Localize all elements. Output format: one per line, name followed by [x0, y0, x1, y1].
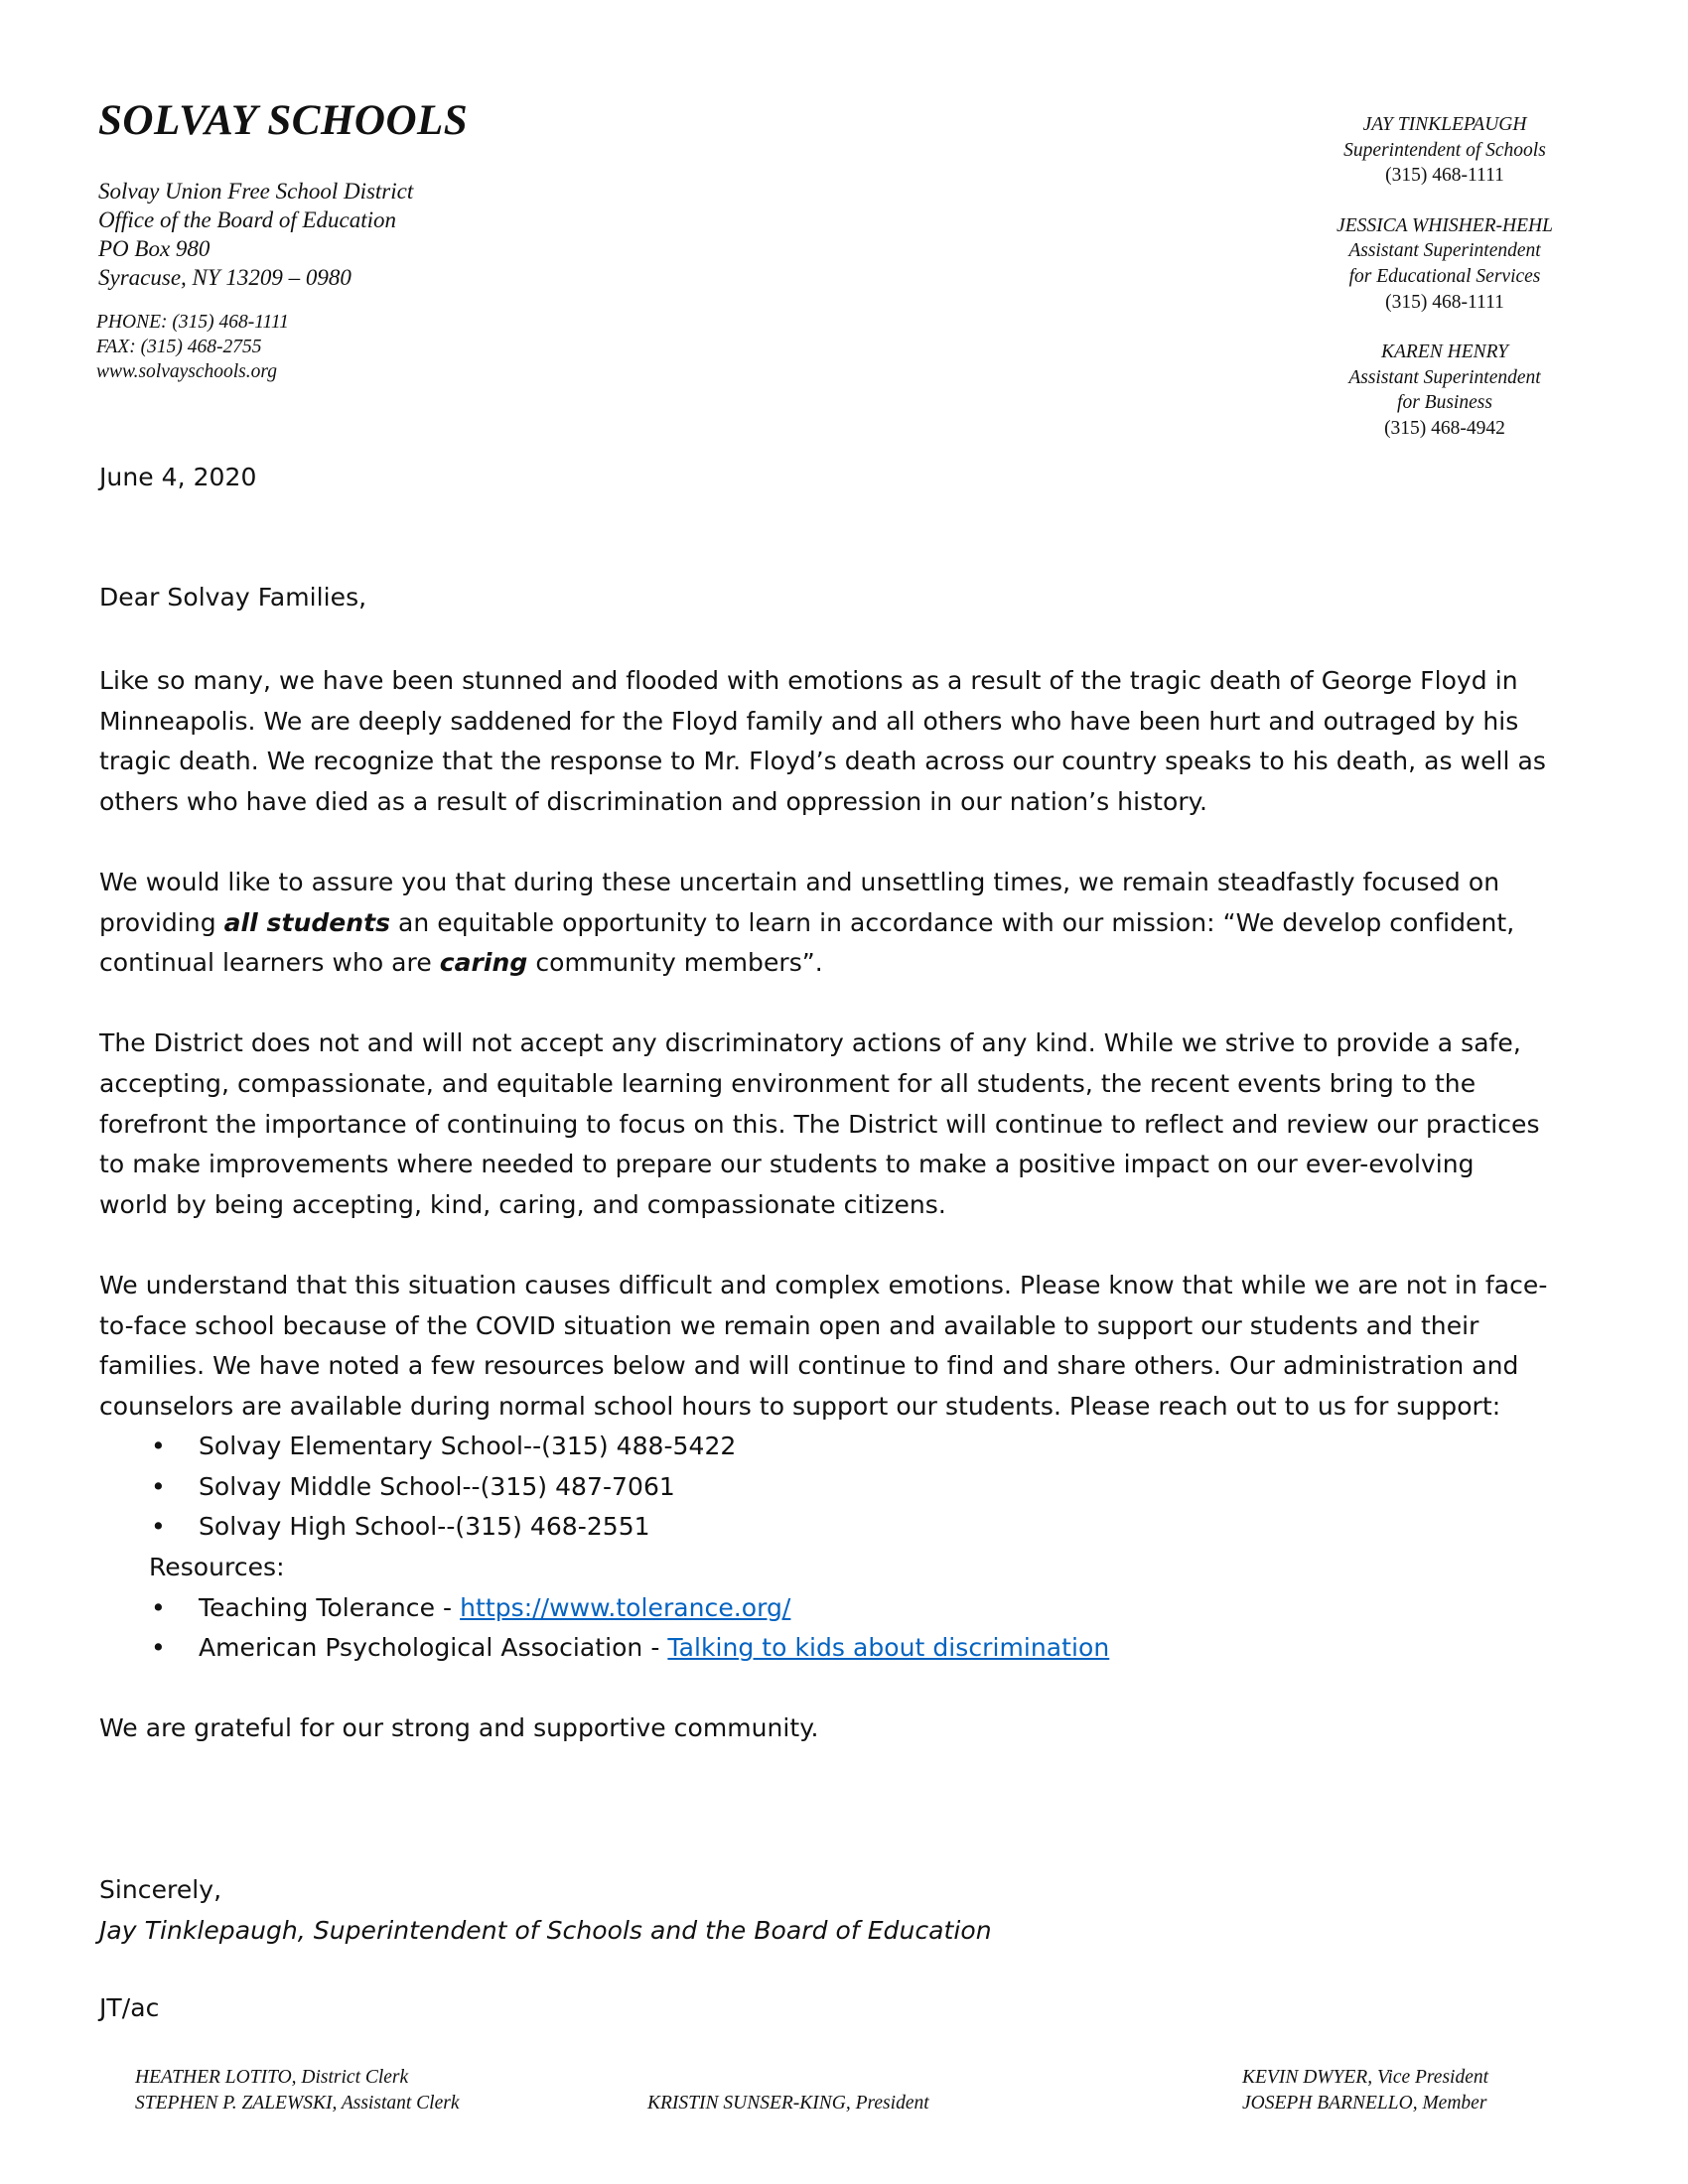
list-item: • Solvay Middle School--(315) 487-7061: [99, 1467, 1549, 1508]
letter-closing: [99, 1870, 992, 1951]
admin-phone: (315) 468-1111: [1385, 291, 1504, 313]
resources-label: Resources:: [149, 1553, 285, 1582]
website-line: www.solvayschools.org: [96, 361, 278, 382]
signature-line: Jay Tinklepaugh, Superintendent of Schools and the Board of Education: [99, 1915, 992, 1945]
fax-line: FAX: (315) 468-2755: [96, 337, 262, 357]
board-footer-center: [647, 2091, 929, 2116]
paragraph: [99, 863, 1549, 984]
text-run: We would like to assure you that during these uncertain and unsettling times, we remain steadfastly focused on providing: [99, 867, 1500, 937]
resource-name: Teaching Tolerance -: [199, 1592, 461, 1622]
district-address: [98, 177, 413, 292]
letter-body: [99, 661, 1549, 1790]
letter-salutation: Dear Solvay Families,: [99, 583, 367, 612]
admin-title: for Educational Services: [1348, 265, 1541, 287]
address-line: Office of the Board of Education: [98, 207, 397, 232]
admin-phone: (315) 468-1111: [1385, 165, 1504, 187]
address-line: Solvay Union Free School District: [98, 179, 414, 204]
text-run: an equitable opportunity to learn in accordance with our mission: “We develop confident, continual learners who are: [99, 907, 1515, 978]
letter-date: June 4, 2020: [99, 463, 257, 491]
administrators-list: [1291, 112, 1599, 467]
admin-title: Assistant Superintendent: [1348, 366, 1541, 388]
board-member: HEATHER LOTITO, District Clerk: [135, 2067, 409, 2088]
paragraph: Like so many, we have been stunned and flooded with emotions as a result of the tragic death of George Floyd in Minneapolis. We are deeply saddened for the Floyd family and all others who have been hurt and outraged by his tragic death. We recognize that the response to Mr. Floyd’s death across our country speaks to his death, as well as others who have died as a result of discrimination and oppression in our nation’s history.: [99, 666, 1546, 816]
board-footer-left: [135, 2065, 459, 2116]
discrimination-talk-link[interactable]: Talking to kids about discrimination: [667, 1633, 1110, 1663]
admin-name: KAREN HENRY: [1380, 341, 1509, 363]
paragraph: We are grateful for our strong and supportive community.: [99, 1713, 819, 1743]
admin-name: JAY TINKLEPAUGH: [1362, 114, 1527, 135]
board-footer-right: [1242, 2065, 1488, 2116]
admin-name: JESSICA WHISHER-HEHL: [1336, 214, 1553, 236]
emphasis-text: caring: [439, 948, 528, 978]
paragraph: The District does not and will not accept any discriminatory actions of any kind. While we strive to provide a safe, accepting, compassionate, and equitable learning environment for all students, the recent events bring to the forefront the importance of continuing to focus on this. The District will continue to reflect and review our practices to make improvements where needed to prepare our students to make a positive impact on our ever-evolving world by being accepting, kind, caring, and compassionate citizens.: [99, 1028, 1540, 1219]
list-item: [99, 1628, 1549, 1669]
board-member: KEVIN DWYER, Vice President: [1242, 2067, 1489, 2088]
address-line: Syracuse, NY 13209 – 0980: [98, 265, 352, 290]
admin-block: [1291, 340, 1599, 441]
list-item: • Solvay Elementary School--(315) 488-5422: [99, 1427, 1549, 1467]
closing-word: Sincerely,: [99, 1875, 222, 1904]
school-contact-list: [99, 1427, 1549, 1548]
admin-title: Assistant Superintendent: [1348, 240, 1541, 262]
paragraph: We understand that this situation causes difficult and complex emotions. Please know that while we are not in face-to-face school because of the COVID situation we remain open and available to support our students and their families. We have noted a few resources below and will continue to find and share others. Our administration and counselors are available during normal school hours to support our students. Please reach out to us for support:: [99, 1270, 1548, 1421]
letterhead-title: SOLVAY SCHOOLS: [98, 97, 469, 144]
admin-title: for Business: [1397, 392, 1492, 414]
resources-list: [99, 1588, 1549, 1669]
district-contact: [96, 310, 289, 384]
admin-block: [1291, 112, 1599, 189]
address-line: PO Box 980: [98, 236, 211, 261]
list-item: [99, 1588, 1549, 1629]
board-member: KRISTIN SUNSER-KING, President: [647, 2093, 929, 2114]
admin-title: Superintendent of Schools: [1343, 139, 1546, 161]
text-run: community members”.: [527, 948, 823, 978]
admin-block: [1291, 213, 1599, 315]
admin-phone: (315) 468-4942: [1384, 417, 1505, 439]
board-member: JOSEPH BARNELLO, Member: [1242, 2092, 1487, 2114]
resource-name: American Psychological Association -: [199, 1633, 668, 1663]
tolerance-link[interactable]: https://www.tolerance.org/: [460, 1592, 791, 1622]
phone-line: PHONE: (315) 468-1111: [96, 312, 289, 333]
emphasis-text: all students: [223, 907, 391, 937]
typist-initials: JT/ac: [99, 1993, 160, 2022]
list-item: • Solvay High School--(315) 468-2551: [99, 1507, 1549, 1548]
board-member: STEPHEN P. ZALEWSKI, Assistant Clerk: [135, 2092, 460, 2114]
